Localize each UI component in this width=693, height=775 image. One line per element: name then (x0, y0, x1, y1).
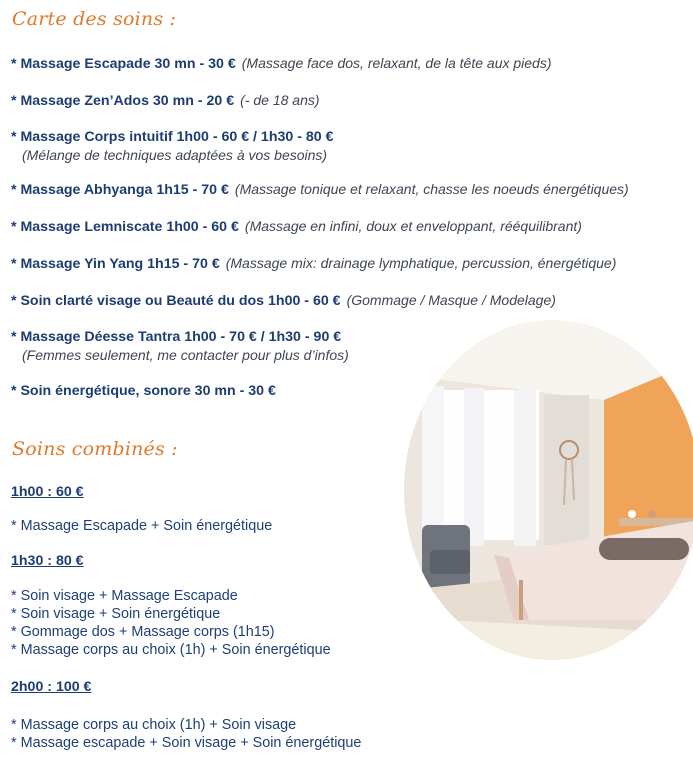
care-item-description: (Massage face dos, relaxant, de la tête aux pieds) (241, 55, 552, 71)
care-item (11, 180, 629, 199)
care-item-description: (- de 18 ans) (240, 92, 320, 108)
care-item-description: (Gommage / Masque / Modelage) (346, 292, 556, 308)
combo-list (11, 517, 272, 535)
care-item (11, 128, 334, 164)
combo-duration-price: 1h00 : 60 € (11, 484, 84, 500)
care-item (11, 254, 616, 273)
combo-list (11, 587, 331, 659)
combo-duration-price: 1h30 : 80 € (11, 553, 84, 569)
care-item-description: (Mélange de techniques adaptées à vos besoins) (22, 147, 328, 163)
curtain-mid (464, 388, 484, 546)
care-menu-heading: Carte des soins : (12, 8, 177, 30)
list-item: * Massage corps au choix (1h) + Soin énergétique (11, 642, 331, 658)
combo-list (11, 716, 361, 752)
care-item-name: * Soin énergétique, sonore 30 mn - 30 € (11, 383, 276, 399)
candle (628, 510, 636, 518)
care-item-name: * Massage Zen’Ados 30 mn - 20 € (11, 93, 235, 109)
care-item-name: * Massage Escapade 30 mn - 30 € (11, 56, 236, 72)
bowl (648, 510, 656, 518)
care-item-description: (Femmes seulement, me contacter pour plus d’infos) (22, 347, 349, 363)
list-item: * Soin visage + Massage Escapade (11, 588, 238, 604)
massage-room-photo (404, 320, 693, 660)
combined-heading: Soins combinés : (12, 438, 178, 460)
list-item: * Massage escapade + Soin visage + Soin énergétique (11, 735, 362, 751)
care-item-description: (Massage mix: drainage lymphatique, percussion, énergétique) (225, 255, 617, 271)
care-item (11, 382, 276, 400)
care-item-name: * Massage Corps intuitif 1h00 - 60 € / 1h30 - 80 € (11, 129, 334, 145)
room-illustration (404, 320, 693, 660)
curtain-left (422, 386, 444, 546)
care-item (11, 328, 349, 364)
care-item (11, 291, 556, 310)
care-item-name: * Massage Lemniscate 1h00 - 60 € (11, 219, 239, 235)
care-item-description: (Massage en infini, doux et enveloppant, rééquilibrant) (244, 218, 582, 234)
rolled-towel (599, 538, 689, 560)
table-leg (519, 580, 523, 620)
care-item-name: * Massage Déesse Tantra 1h00 - 70 € / 1h30 - 90 € (11, 329, 342, 345)
curtain-right (514, 390, 536, 546)
care-item-name: * Massage Yin Yang 1h15 - 70 € (11, 256, 220, 272)
care-item (11, 217, 582, 236)
list-item: * Soin visage + Soin énergétique (11, 606, 221, 622)
care-item-name: * Soin clarté visage ou Beauté du dos 1h00 - 60 € (11, 293, 341, 309)
list-item: * Gommage dos + Massage corps (1h15) (11, 624, 275, 640)
care-item (11, 91, 320, 110)
combo-duration-price: 2h00 : 100 € (11, 679, 92, 695)
care-item-description: (Massage tonique et relaxant, chasse les noeuds énergétiques) (234, 181, 629, 197)
list-item: * Massage corps au choix (1h) + Soin visage (11, 717, 297, 733)
armchair-seat (430, 550, 470, 574)
care-item-name: * Massage Abhyanga 1h15 - 70 € (11, 182, 229, 198)
list-item: * Massage Escapade + Soin énergétique (11, 518, 273, 534)
care-item (11, 54, 552, 73)
